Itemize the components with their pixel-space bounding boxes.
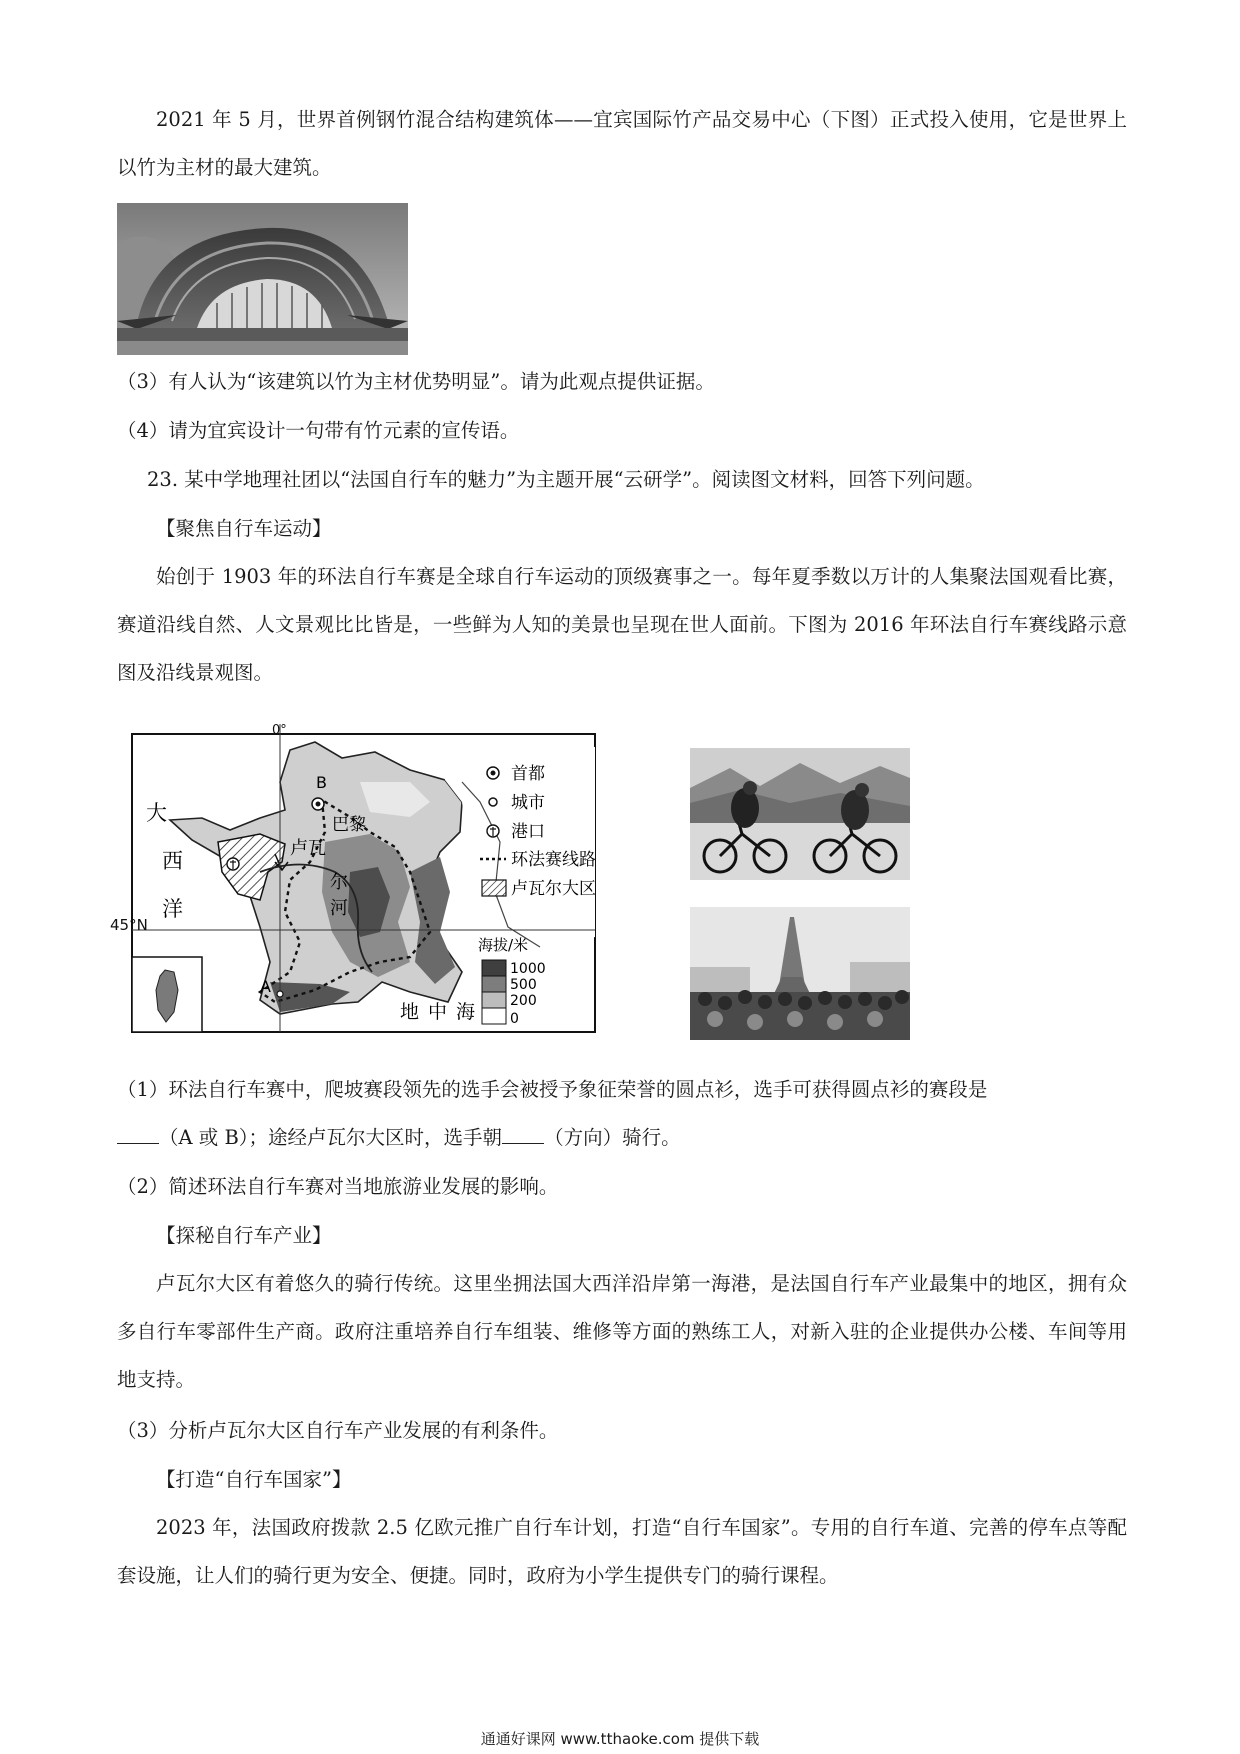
page-footer: 通通好课网 www.tthaoke.com 提供下载 xyxy=(480,1730,760,1748)
section-heading-sports: 【聚焦自行车运动】 xyxy=(156,517,332,540)
question-23-1-part-a: （A 或 B）；途经卢瓦尔大区时，选手朝 xyxy=(159,1126,503,1149)
section-heading-industry: 【探秘自行车产业】 xyxy=(156,1224,332,1247)
ocean-label-1: 大 xyxy=(146,801,167,825)
cyclists-photo xyxy=(690,748,910,880)
city-marker xyxy=(277,991,283,997)
paris-label: 巴黎 xyxy=(332,815,366,835)
section2-paragraph: 卢瓦尔大区有着悠久的骑行传统。这里坐拥法国大西洋沿岸第一海港，是法国自行车产业最集中的地区，拥有众多自行车零部件生产商。政府注重培养自行车组装、维修等方面的熟练工人，对新入驻的企业提供办公楼、车间等用地支持。 xyxy=(117,1272,1127,1391)
point-a-label: A xyxy=(260,977,271,996)
city-icon xyxy=(489,798,497,806)
question-22-3: （3）有人认为“该建筑以竹为主材优势明显”。请为此观点提供证据。 xyxy=(117,370,715,393)
question-23-stem: 23. 某中学地理社团以“法国自行车的魅力”为主题开展“云研学”。阅读图文材料，回答下列问题。 xyxy=(147,468,985,491)
eiffel-crowd-photo xyxy=(690,907,910,1040)
section1-paragraph: 始创于 1903 年的环法自行车赛是全球自行车运动的顶级赛事之一。每年夏季数以万计的人集聚法国观看比赛，赛道沿线自然、人文景观比比皆是，一些鲜为人知的美景也呈现在世人面前。下图为 2016 年环法自行车赛线路示意图及沿线景观图。 xyxy=(117,565,1127,684)
elevation-tick-200: 200 xyxy=(510,993,537,1009)
elevation-tick-500: 500 xyxy=(510,977,537,993)
question-23-1-line2 xyxy=(117,1123,681,1153)
ocean-label-2: 西 xyxy=(162,849,183,873)
legend-city: 城市 xyxy=(511,793,545,813)
ocean-label-3: 洋 xyxy=(162,897,183,921)
sea-label-2: 中 xyxy=(428,1001,448,1023)
hatched-region-icon xyxy=(482,880,506,896)
point-b-label: B xyxy=(316,773,327,792)
meridian-label: 0° xyxy=(272,723,287,738)
sea-label-3: 海 xyxy=(456,1001,476,1023)
answer-blank-direction[interactable] xyxy=(502,1125,544,1144)
sea-label-1: 地 xyxy=(400,1001,420,1023)
bamboo-building-photo xyxy=(117,203,408,355)
question-23-3: （3）分析卢瓦尔大区自行车产业发展的有利条件。 xyxy=(117,1419,559,1442)
section-heading-bike-nation: 【打造“自行车国家”】 xyxy=(156,1468,352,1491)
france-tour-map xyxy=(110,722,615,1040)
legend-port: 港口 xyxy=(511,822,545,842)
elevation-tick-1000: 1000 xyxy=(510,961,546,977)
question-23-1-part-b: （方向）骑行。 xyxy=(544,1126,681,1149)
elevation-title: 海拔/米 xyxy=(478,936,529,954)
section3-paragraph: 2023 年，法国政府拨款 2.5 亿欧元推广自行车计划，打造“自行车国家”。专用的自行车道、完善的停车点等配套设施，让人们的骑行更为安全、便捷。同时，政府为小学生提供专门的骑行课程。 xyxy=(117,1516,1127,1587)
loire-river-label-1: 尔 xyxy=(330,872,348,893)
elevation-tick-0: 0 xyxy=(510,1011,519,1027)
intro-paragraph: 2021 年 5 月，世界首例钢竹混合结构建筑体——宜宾国际竹产品交易中心（下图）正式投入使用，它是世界上以竹为主材的最大建筑。 xyxy=(117,108,1127,179)
answer-blank-a-or-b[interactable] xyxy=(117,1125,159,1144)
legend-loire: 卢瓦尔大区 xyxy=(511,879,596,899)
loire-region-label: 卢瓦 xyxy=(290,838,326,859)
question-23-2: （2）简述环法自行车赛对当地旅游业发展的影响。 xyxy=(117,1175,559,1198)
legend-capital: 首都 xyxy=(511,764,545,784)
legend-route: 环法赛线路 xyxy=(511,850,596,870)
loire-river-label-2: 河 xyxy=(330,898,348,919)
question-22-4: （4）请为宜宾设计一句带有竹元素的宣传语。 xyxy=(117,419,520,442)
question-23-1-line1: （1）环法自行车赛中，爬坡赛段领先的选手会被授予象征荣誉的圆点衫，选手可获得圆点衫的赛段是 xyxy=(117,1078,988,1101)
latitude-label: 45°N xyxy=(110,916,148,934)
